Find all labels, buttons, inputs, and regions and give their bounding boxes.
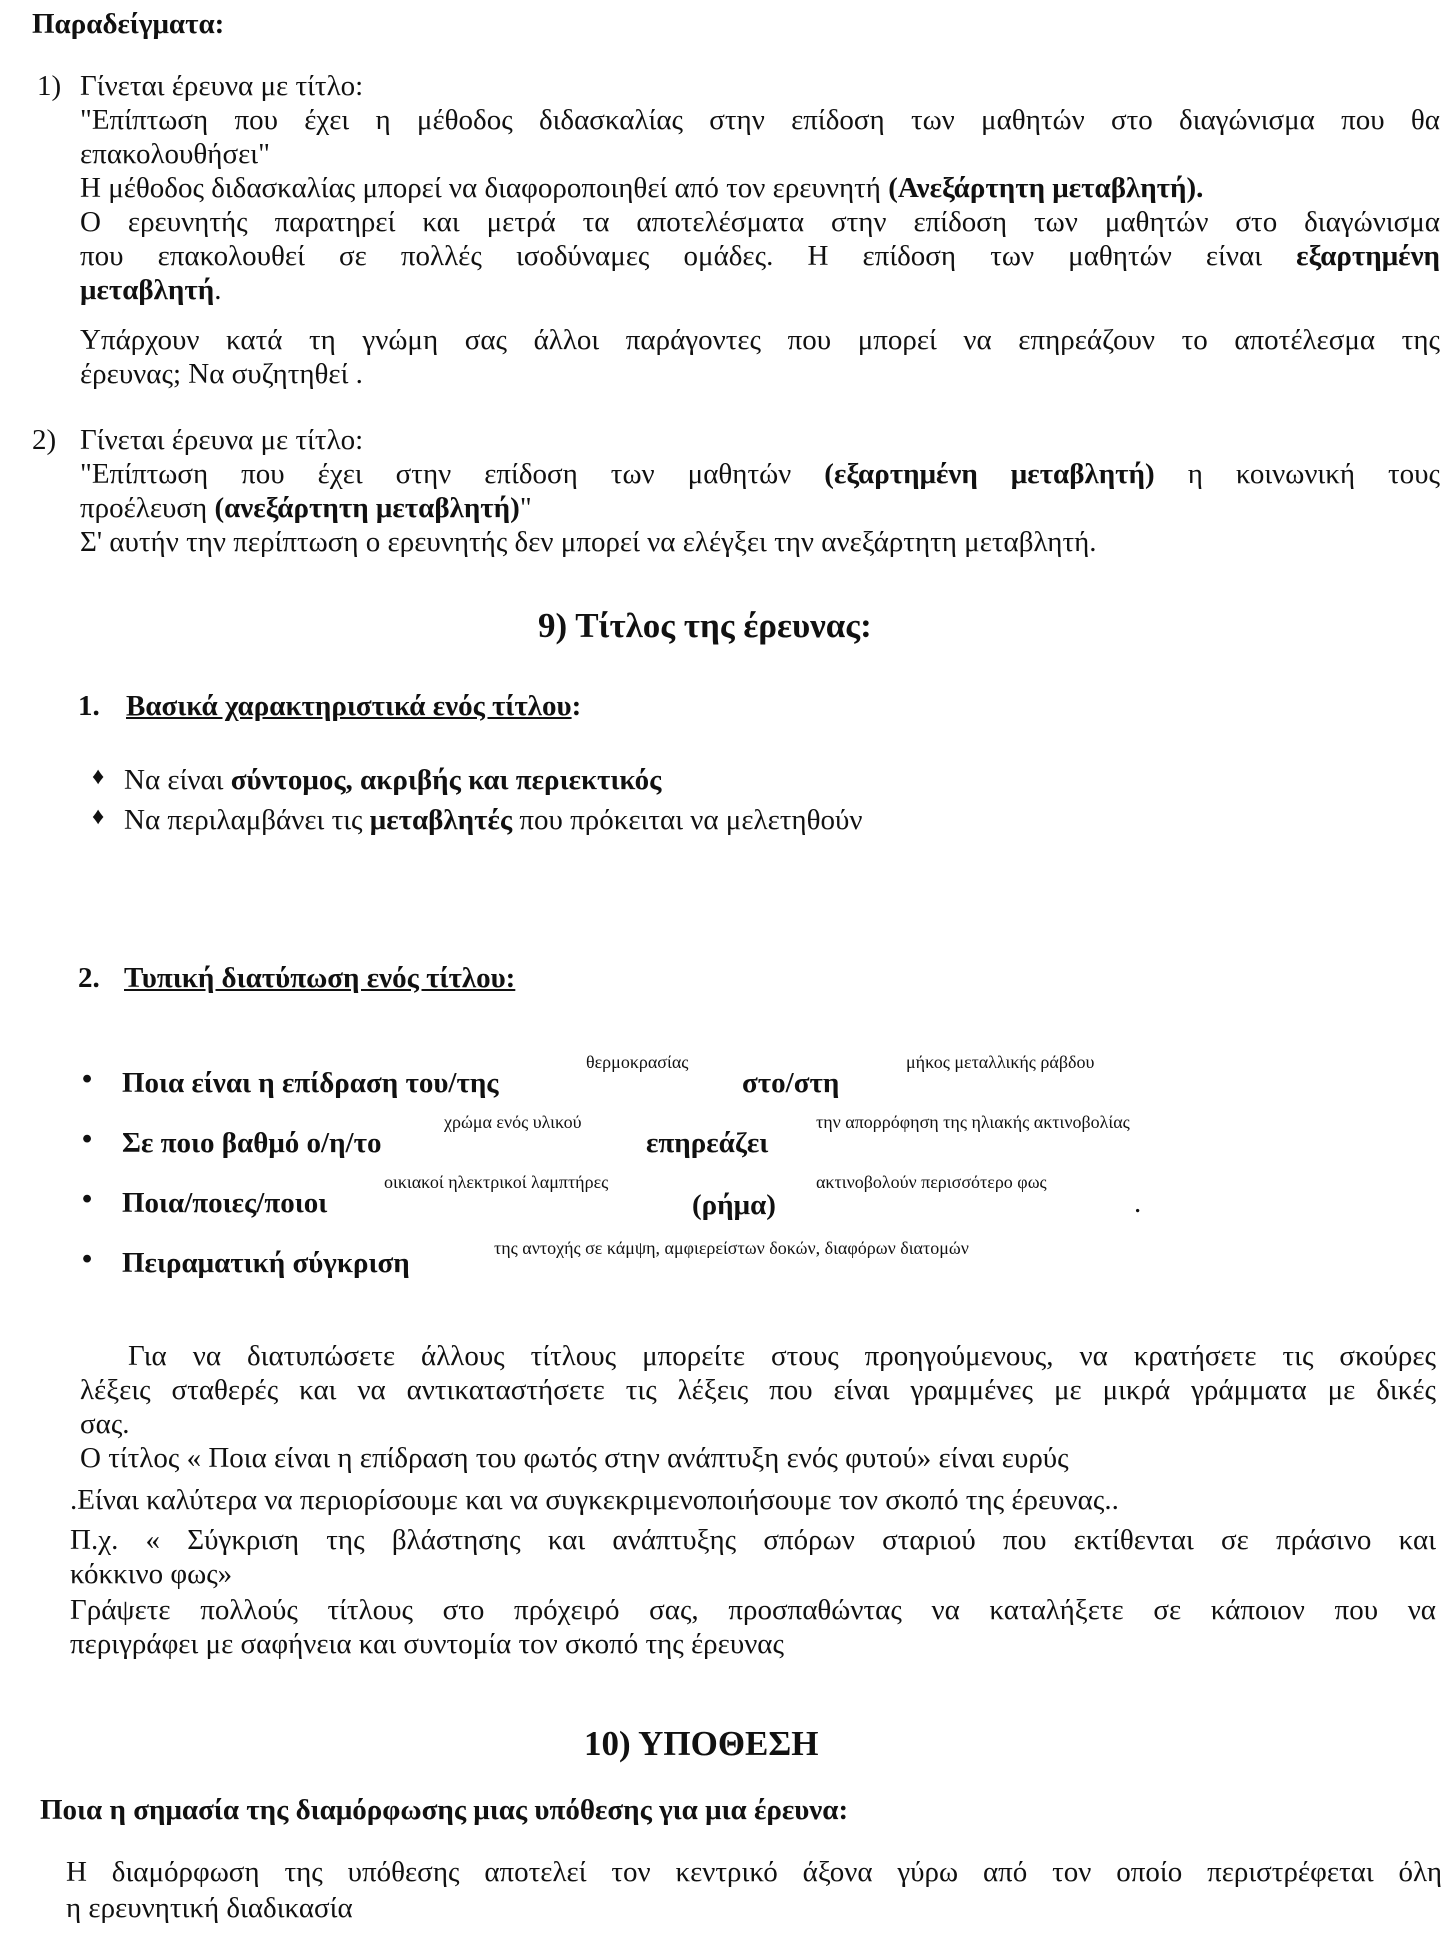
bullet-item-1	[124, 760, 661, 800]
formula-3-lead: Ποια/ποιες/ποιοι	[122, 1187, 328, 1219]
bold-span: μεταβλητή	[80, 274, 215, 306]
bold-span: (Ανεξάρτητη μεταβλητή).	[888, 172, 1204, 204]
paragraph-3-line-1: Π.χ. « Σύγκριση της βλάστησης και ανάπτυξης σπόρων σταριού που εκτίθενται σε πράσινο και	[70, 1524, 1436, 1556]
bullet-item-2	[124, 800, 862, 840]
paragraph-1-line-3: σας.	[80, 1408, 130, 1440]
example-1-paragraph-2-line-2	[80, 236, 1440, 276]
example-1-paragraph-2-line-3	[80, 270, 221, 310]
formula-1-placeholder-2: μήκος μεταλλικής ράβδου	[906, 1052, 1095, 1072]
paragraph-1-line-1: Για να διατυπώσετε άλλους τίτλους μπορείτε στους προηγούμενους, να κρατήσετε τις σκούρες	[128, 1340, 1436, 1372]
paragraph-2-line-1: Ο τίτλος « Ποια είναι η επίδραση του φωτός στην ανάπτυξη ενός φυτού» είναι ευρύς	[80, 1442, 1069, 1474]
sub-1-number: 1.	[78, 690, 100, 722]
formula-3-placeholder-2: ακτινοβολούν περισσότερο φως	[816, 1172, 1047, 1192]
text-span: Η μέθοδος διδασκαλίας μπορεί να διαφοροποιηθεί από τον ερευνητή	[80, 172, 881, 204]
formula-1-connector: στο/στη	[742, 1067, 840, 1099]
example-1-paragraph-3-line-2: έρευνας; Να συζητηθεί .	[80, 358, 363, 390]
section-9-heading: 9) Τίτλος της έρευνας:	[538, 606, 872, 645]
section-10-paragraph-line-2: η ερευνητική διαδικασία	[66, 1892, 353, 1924]
sub-2-number: 2.	[78, 962, 100, 994]
dot-bullet-icon: •	[82, 1063, 93, 1095]
formula-2-lead: Σε ποιο βαθμό ο/η/το	[122, 1127, 382, 1159]
dot-bullet-icon: •	[82, 1243, 93, 1275]
sub-2-title	[124, 958, 515, 998]
section-10-heading: 10) ΥΠΟΘΕΣΗ	[584, 1724, 819, 1763]
example-1-number: 1)	[37, 70, 62, 102]
formula-3-placeholder-1: οικιακοί ηλεκτρικοί λαμπτήρες	[384, 1172, 609, 1192]
paragraph-4-line-1: Γράψετε πολλούς τίτλους στο πρόχειρό σας, προσπαθώντας να καταλήξετε σε κάποιον που να	[70, 1594, 1436, 1626]
text-span: που επακολουθεί σε πολλές ισοδύναμες ομάδες. Η επίδοση των μαθητών είναι	[80, 240, 1263, 272]
dot-bullet-icon: •	[82, 1123, 93, 1155]
formula-3-connector: (ρήμα)	[692, 1189, 776, 1221]
bold-span: σύντομος, ακριβής και περιεκτικός	[230, 764, 662, 796]
example-1-title-line-2: επακολουθήσει"	[80, 138, 270, 170]
example-1-paragraph-3-line-1: Υπάρχουν κατά τη γνώμη σας άλλοι παράγοντες που μπορεί να επηρεάζουν το αποτέλεσμα της	[80, 324, 1440, 356]
text-span: Να είναι	[124, 764, 224, 796]
underlined-title: Βασικά χαρακτηριστικά ενός τίτλου	[126, 690, 572, 722]
colon: :	[571, 690, 582, 722]
example-1-intro: Γίνεται έρευνα με τίτλο:	[80, 70, 364, 102]
diamond-bullet-icon: ♦	[92, 804, 105, 830]
text-span: προέλευση	[80, 492, 208, 524]
formula-1-lead: Ποια είναι η επίδραση του/της	[122, 1067, 499, 1099]
formula-1-placeholder-1: θερμοκρασίας	[586, 1052, 689, 1072]
diamond-bullet-icon: ♦	[92, 764, 105, 790]
formula-2-connector: επηρεάζει	[646, 1127, 769, 1159]
bold-span: μεταβλητές	[369, 804, 513, 836]
dot-bullet-icon: •	[82, 1183, 93, 1215]
example-2-intro: Γίνεται έρευνα με τίτλο:	[80, 424, 364, 456]
paragraph-4-line-2: περιγράφει με σαφήνεια και συντομία τον σκοπό της έρευνας	[70, 1628, 784, 1660]
text-span: η κοινωνική τους	[1187, 458, 1440, 490]
text-span: Να περιλαμβάνει τις	[124, 804, 363, 836]
example-1-title-line-1: "Επίπτωση που έχει η μέθοδος διδασκαλίας στην επίδοση των μαθητών στο διαγώνισμα που θα	[80, 104, 1440, 136]
paragraph-3-line-2: κόκκινο φως»	[70, 1558, 233, 1590]
paragraph-1-line-2: λέξεις σταθερές και να αντικαταστήσετε τις λέξεις που είναι γραμμένες με μικρά γράμματα με δικές	[80, 1374, 1436, 1406]
text-span: .	[214, 274, 222, 306]
text-span: "	[519, 492, 532, 524]
section-10-question: Ποια η σημασία της διαμόρφωσης μιας υπόθεσης για μια έρευνα:	[40, 1794, 849, 1826]
paragraph-2-line-2: .Είναι καλύτερα να περιορίσουμε και να συγκεκριμενοποιήσουμε τον σκοπό της έρευνας..	[70, 1484, 1119, 1516]
formula-4-lead: Πειραματική σύγκριση	[122, 1247, 410, 1279]
bold-span: εξαρτημένη	[1296, 240, 1440, 272]
examples-heading: Παραδείγματα:	[32, 8, 225, 40]
section-10-paragraph-line-1: Η διαμόρφωση της υπόθεσης αποτελεί τον κεντρικό άξονα γύρω από τον οποίο περιστρέφεται όλη	[66, 1856, 1442, 1888]
text-span: "Επίπτωση που έχει στην επίδοση των μαθητών	[80, 458, 792, 490]
formula-2-placeholder-1: χρώμα ενός υλικού	[444, 1112, 582, 1132]
underlined-title: Τυπική διατύπωση ενός τίτλου:	[124, 962, 516, 994]
bold-span: (εξαρτημένη μεταβλητή)	[824, 458, 1155, 490]
formula-2-placeholder-2: την απορρόφηση της ηλιακής ακτινοβολίας	[816, 1112, 1130, 1132]
text-span: που πρόκειται να μελετηθούν	[519, 804, 863, 836]
example-2-number: 2)	[32, 424, 57, 456]
sub-1-title	[126, 686, 581, 726]
example-2-line-3: Σ' αυτήν την περίπτωση ο ερευνητής δεν μπορεί να ελέγξει την ανεξάρτητη μεταβλητή.	[80, 526, 1097, 558]
formula-3-end: .	[1134, 1187, 1142, 1219]
example-1-paragraph-2-line-1: Ο ερευνητής παρατηρεί και μετρά τα αποτελέσματα στην επίδοση των μαθητών στο διαγώνισμα	[80, 206, 1440, 238]
bold-span: (ανεξάρτητη μεταβλητή)	[214, 492, 520, 524]
formula-4-placeholder-1: της αντοχής σε κάμψη, αμφιερείστων δοκών, διαφόρων διατομών	[494, 1238, 969, 1258]
